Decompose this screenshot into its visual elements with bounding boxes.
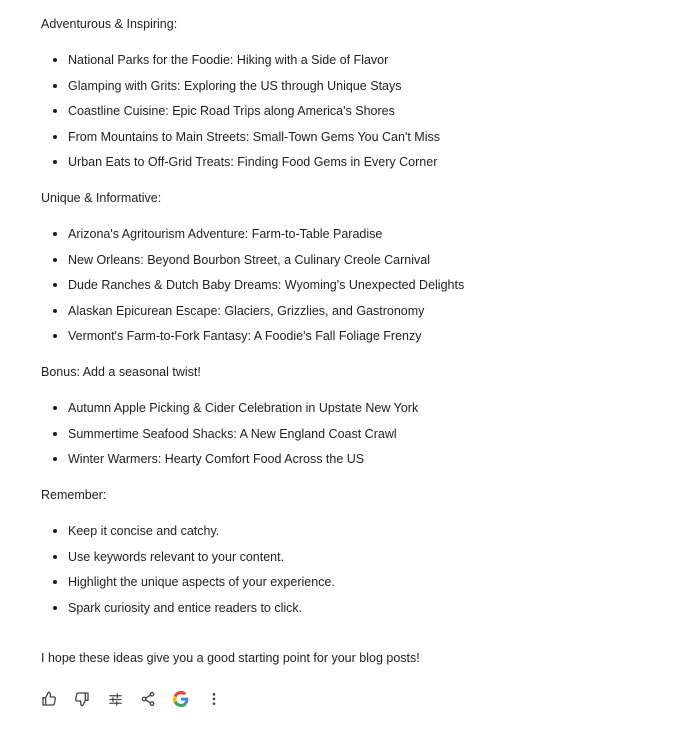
share-button[interactable] xyxy=(137,688,159,710)
more-options-button[interactable] xyxy=(203,688,225,710)
thumbs-up-button[interactable] xyxy=(38,688,60,710)
list-item: Urban Eats to Off-Grid Treats: Finding Food Gems in Every Corner xyxy=(41,154,440,180)
more-vert-icon xyxy=(206,691,222,707)
google-g-icon xyxy=(173,691,189,707)
list-item: Spark curiosity and entice readers to click. xyxy=(41,600,335,626)
modify-response-button[interactable] xyxy=(104,688,126,710)
list-item: Winter Warmers: Hearty Comfort Food Across the US xyxy=(41,451,418,477)
list-item: Highlight the unique aspects of your experience. xyxy=(41,574,335,600)
bullet-list-remember xyxy=(41,523,335,625)
list-item: Arizona's Agritourism Adventure: Farm-to-Table Paradise xyxy=(41,226,464,252)
list-item: Dude Ranches & Dutch Baby Dreams: Wyoming's Unexpected Delights xyxy=(41,277,464,303)
thumbs-up-icon xyxy=(41,691,57,707)
list-item: Autumn Apple Picking & Cider Celebration in Upstate New York xyxy=(41,400,418,426)
list-item: National Parks for the Foodie: Hiking with a Side of Flavor xyxy=(41,52,440,78)
share-icon xyxy=(140,691,156,707)
thumbs-down-button[interactable] xyxy=(71,688,93,710)
bullet-list-bonus xyxy=(41,400,418,477)
modify-response-icon xyxy=(108,692,123,707)
bullet-list-adventurous xyxy=(41,52,440,180)
list-item: Coastline Cuisine: Epic Road Trips along America's Shores xyxy=(41,103,440,129)
section-heading-bonus: Bonus: Add a seasonal twist! xyxy=(41,365,201,379)
list-item: Alaskan Epicurean Escape: Glaciers, Grizzlies, and Gastronomy xyxy=(41,303,464,329)
bonus-heading-text: Add a seasonal twist! xyxy=(79,365,201,379)
section-heading-unique: Unique & Informative: xyxy=(41,191,162,205)
list-item: Summertime Seafood Shacks: A New England Coast Crawl xyxy=(41,426,418,452)
bullet-list-unique xyxy=(41,226,464,354)
list-item: Glamping with Grits: Exploring the US through Unique Stays xyxy=(41,78,440,104)
list-item: From Mountains to Main Streets: Small-Town Gems You Can't Miss xyxy=(41,129,440,155)
list-item: Keep it concise and catchy. xyxy=(41,523,335,549)
response-actions-toolbar xyxy=(38,688,236,710)
list-item: Use keywords relevant to your content. xyxy=(41,549,335,575)
section-heading-adventurous: Adventurous & Inspiring: xyxy=(41,17,178,31)
list-item: New Orleans: Beyond Bourbon Street, a Culinary Creole Carnival xyxy=(41,252,464,278)
thumbs-down-icon xyxy=(74,691,90,707)
section-heading-remember: Remember: xyxy=(41,488,107,502)
list-item: Vermont's Farm-to-Fork Fantasy: A Foodie's Fall Foliage Frenzy xyxy=(41,328,464,354)
closing-message: I hope these ideas give you a good starting point for your blog posts! xyxy=(41,650,420,665)
double-check-google-button[interactable] xyxy=(170,688,192,710)
